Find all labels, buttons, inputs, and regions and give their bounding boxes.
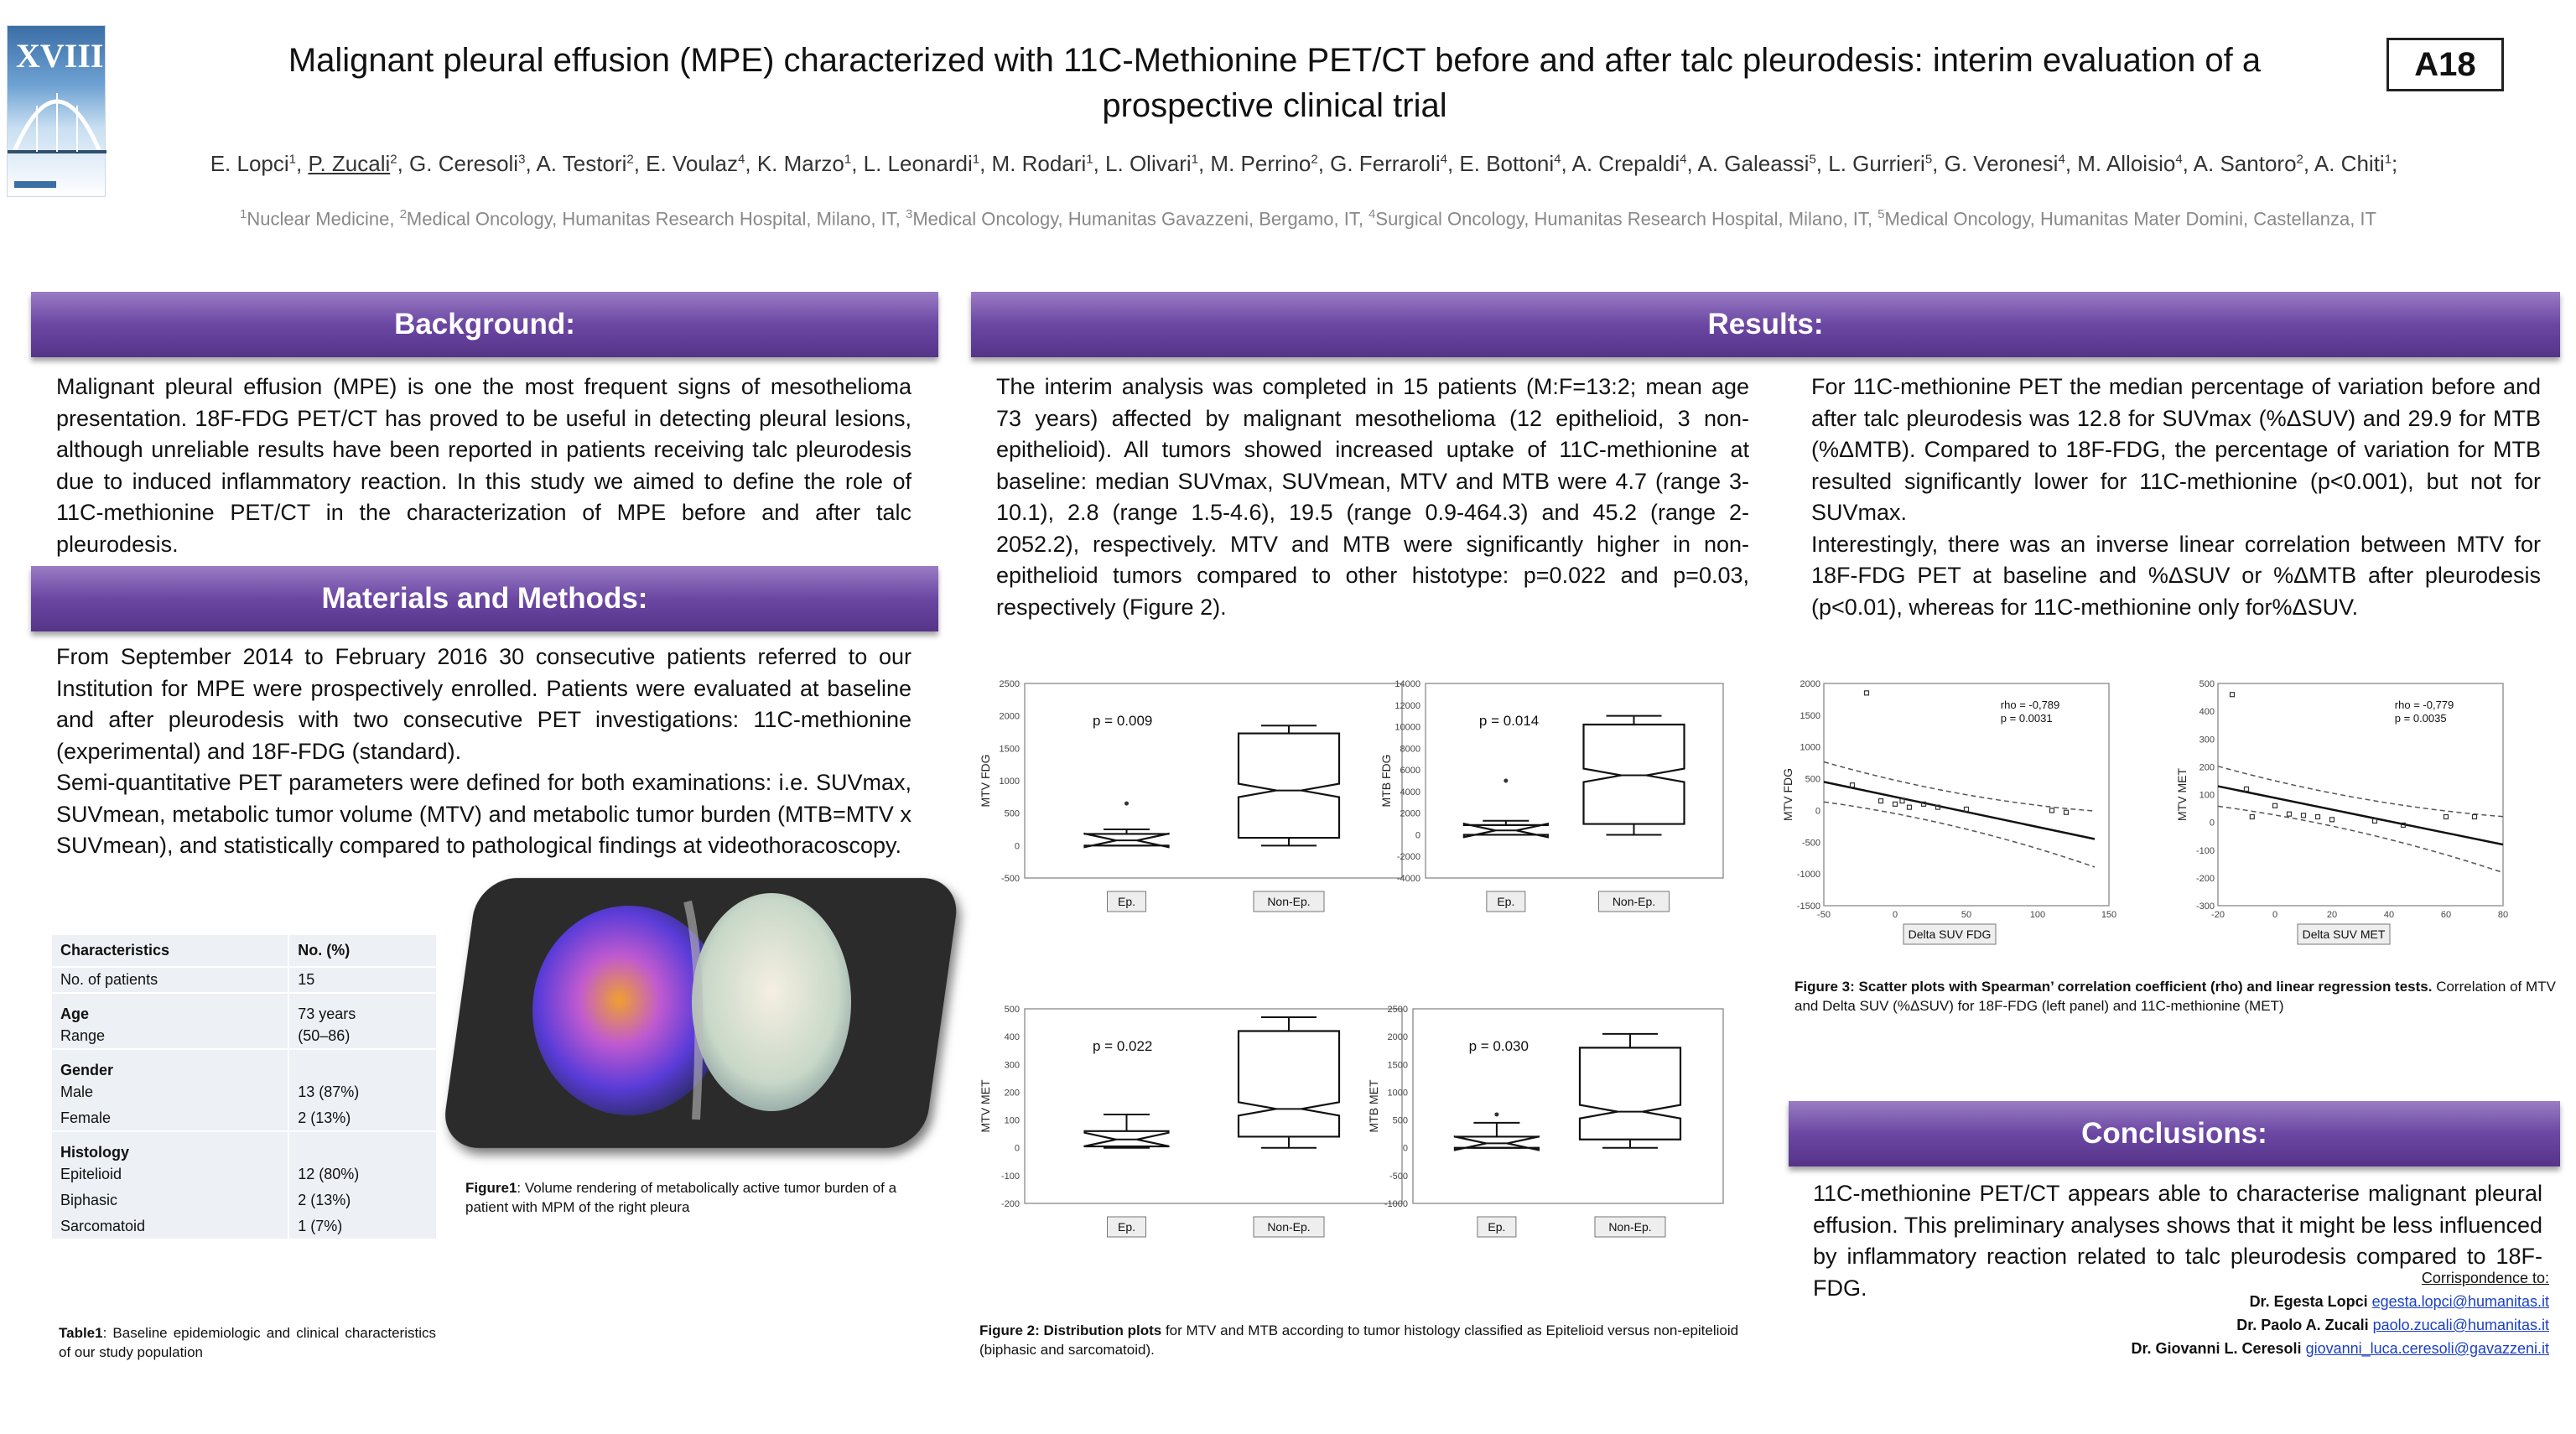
x-tick-label: 40 [2383, 910, 2395, 920]
outlier-point [1124, 802, 1129, 806]
table-cell: Gender [52, 1049, 288, 1079]
author-affil-number: 4 [2175, 152, 2183, 167]
correspondence-heading: Corrispondence to: [2421, 1270, 2549, 1286]
conclusions-text: 11C-methionine PET/CT appears able to characterise malignant pleural effusion. This preliminary analyses shows that it might be less influenced by inflammatory reaction related to talc pleurodesis compared to 18F-FDG. [1813, 1181, 2542, 1301]
author-name: G. Ferraroli [1330, 151, 1441, 176]
y-tick-label: 0 [1402, 1143, 1408, 1154]
y-tick-label: 2000 [1387, 1032, 1408, 1043]
y-tick-label: 500 [1805, 774, 1820, 785]
y-tick-label: -1500 [1796, 901, 1820, 912]
y-tick-label: -1000 [1796, 870, 1820, 881]
category-label: Ep. [1117, 895, 1136, 908]
y-tick-label: 8000 [1400, 744, 1420, 755]
x-axis-label: Delta SUV MET [2302, 927, 2386, 941]
background-text: Malignant pleural effusion (MPE) is one the most frequent signs of mesothelioma presentation. 18F-FDG PET/CT has proved to be useful in detecting pleural lesions, although unreliable results have been reported in patients receiving talc pleurodesis due to induced inflammatory reaction. In this study we aimed to define the role of 11C-methionine PET/CT in the characterization of MPE before and after talc pleurodesis. [56, 374, 911, 557]
table-row [52, 993, 436, 1023]
methods-paragraph-1: From September 2014 to February 2016 30 consecutive patients referred to our Institution for MPE were prospectively enrolled. Patients were evaluated at baseline and after pleurodesis with two consecutive PET investigations: 11C-methionine (experimental) and 18F-FDG (standard). [56, 644, 911, 764]
y-tick-label: 100 [1004, 1115, 1020, 1126]
y-tick-label: 4000 [1400, 787, 1420, 798]
x-tick-label: 100 [2029, 910, 2046, 920]
table-row [52, 1105, 436, 1131]
table-header-row [52, 935, 436, 967]
author-name: G. Veronesi [1944, 151, 2059, 176]
affil-text: Medical Oncology, Humanitas Gavazzeni, Bergamo, IT, [912, 208, 1369, 230]
y-tick-label: -500 [1801, 838, 1820, 849]
author-name: A. Galeassi [1697, 151, 1810, 176]
affil-text: Medical Oncology, Humanitas Research Hospital, Milano, IT, [406, 208, 906, 230]
contact-name: Dr. Egesta Lopci [2249, 1293, 2372, 1310]
x-tick-label: 50 [1961, 910, 1972, 920]
figure1-caption [465, 1178, 935, 1217]
author-name: M. Perrino [1210, 151, 1311, 176]
y-tick-label: -100 [1000, 1171, 1020, 1182]
table-cell [288, 1049, 436, 1079]
contact-email-link[interactable]: paolo.zucali@humanitas.it [2372, 1317, 2549, 1333]
table-row [52, 1161, 436, 1187]
scatter-plot-met [2175, 671, 2549, 948]
contact-name: Dr. Paolo A. Zucali [2236, 1317, 2373, 1333]
x-tick-label: 80 [2497, 910, 2509, 920]
author-list: E. Lopci$^1$, P. Zucali$^2$, G. Ceresoli$^3$, A. Testori$^2$, E. Voulaz$^4$, K. Marzo$^1$, L. Leonardi$^1$, M. Rodari$^1$, L. Olivari$^1$, M. Perrino$^2$, G. Ferraroli$^4$, E. Bottoni$^4$, A. Crepaldi$^4$, A. Galeassi$^5$, L. Gurrieri$^5$, G. Veronesi$^4$, M. Alloisio$^4$, A. Santoro$^2$, A. Chiti$^1$; [210, 151, 2398, 176]
author-affil-number: 4 [1554, 152, 1561, 167]
category-label: Non-Ep. [1267, 1220, 1311, 1234]
figure3-caption-text: Correlation of MTV and Delta SUV (%ΔSUV) for 18F-FDG (left panel) and 11C-methionine (MET) [1794, 979, 2556, 1014]
y-tick-label: -4000 [1396, 874, 1420, 884]
logo-text: XVIII [16, 37, 104, 75]
y-tick-label: 0 [2209, 818, 2215, 829]
figure3-caption-label: Figure 3: Scatter plots with Spearman’ correlation coefficient (rho) and linear regression tests. [1794, 979, 2433, 995]
y-tick-label: -300 [2195, 901, 2215, 912]
results-paragraph-2: Interestingly, there was an inverse linear correlation between MTV for 18F-FDG PET at baseline and %ΔSUV or %ΔMTB after pleurodesis (p<0.01), whereas for 11C-methionine only for%ΔSUV. [1811, 531, 2541, 620]
author-name: L. Gurrieri [1828, 151, 1925, 176]
table-cell: Female [52, 1105, 288, 1131]
y-tick-label: -2000 [1396, 852, 1420, 863]
x-tick-label: -50 [1817, 910, 1831, 920]
table-cell: 12 (80%) [298, 1166, 360, 1182]
p-value-label: p = 0.030 [1468, 1038, 1529, 1054]
author-name: M. Alloisio [2077, 151, 2176, 176]
results-heading: Results: [971, 292, 2560, 357]
poster-title: Malignant pleural effusion (MPE) characterized with 11C-Methionine PET/CT before and after talc pleurodesis: interim evaluation of a prospective clinical trial [288, 42, 2262, 124]
outlier-point [1504, 779, 1508, 783]
table-cell: 73 years [298, 1005, 356, 1022]
x-tick-label: 0 [2272, 910, 2278, 920]
table-row [52, 1187, 436, 1213]
table-cell: Epitelioid [52, 1161, 288, 1187]
x-tick-label: 150 [2101, 910, 2117, 920]
outlier-point [1494, 1112, 1498, 1116]
y-tick-label: 6000 [1400, 766, 1420, 777]
table-cell: Histology [52, 1131, 288, 1161]
y-tick-label: 12000 [1394, 700, 1420, 711]
author-name: A. Crepaldi [1571, 151, 1680, 176]
y-tick-label: -200 [1000, 1199, 1020, 1209]
y-tick-label: 2000 [1400, 808, 1420, 819]
author-name: E. Lopci [210, 151, 289, 176]
p-value-label: p = 0.009 [1093, 713, 1153, 729]
y-tick-label: 1500 [999, 744, 1020, 755]
category-label: Non-Ep. [1267, 895, 1311, 908]
author-affil-number: 5 [1809, 152, 1816, 167]
author-affil-number: 1 [972, 152, 980, 167]
results-paragraph-1: For 11C-methionine PET the median percentage of variation before and after talc pleurodesis was 12.8 for SUVmax (%ΔSUV) and 29.9 for MTB (%ΔMTB). Compared to 18F-FDG, the percentage of variation for MTB resulted significantly lower for 11C-methionine (p<0.001), but not for SUVmax. [1811, 374, 2541, 525]
y-tick-label: 2000 [999, 711, 1020, 722]
author-name: E. Bottoni [1459, 151, 1555, 176]
author-affil-number: 1 [288, 152, 296, 167]
affil-text: Surgical Oncology, Humanitas Research Hospital, Milano, IT, [1375, 208, 1878, 230]
table-row [52, 1213, 436, 1239]
y-axis-label: MTV FDG [979, 754, 992, 808]
table-cell: 2 (13%) [288, 1105, 436, 1131]
y-tick-label: -100 [2195, 845, 2215, 856]
author-name: A. Testori [536, 151, 627, 176]
author-affil-number: 5 [1924, 152, 1933, 167]
table-caption-label: Table1 [59, 1325, 103, 1341]
author-affil-number: 3 [518, 152, 526, 167]
contact-email-link[interactable]: egesta.lopci@humanitas.it [2371, 1293, 2549, 1310]
y-tick-label: 1000 [999, 777, 1020, 787]
y-tick-label: 500 [1392, 1115, 1408, 1126]
figure2-caption-text: for MTV and MTB according to tumor histology classified as Epitelioid versus non-epitelioid (biphasic and sarcomatoid). [979, 1322, 1739, 1358]
table-row [52, 1131, 436, 1161]
contact-email-link[interactable]: giovanni_luca.ceresoli@gavazzeni.it [2305, 1340, 2549, 1357]
table-cell: Male [52, 1079, 288, 1105]
y-axis-label: MTV MET [2175, 768, 2189, 821]
y-tick-label: -500 [1389, 1171, 1408, 1182]
x-axis-label: Delta SUV FDG [1908, 927, 1992, 941]
table-row [52, 967, 436, 993]
box-plot-mtb-met [1363, 992, 1744, 1252]
table-row [52, 1079, 436, 1105]
author-name: M. Rodari [991, 151, 1087, 176]
box-plot-mtv-met [974, 992, 1423, 1252]
author-affil-number: 4 [738, 152, 745, 167]
p-value-label: p = 0.0031 [2000, 712, 2053, 725]
table-cell: Range [52, 1023, 288, 1049]
figure2-caption [979, 1321, 1751, 1359]
author-name: P. Zucali [308, 151, 391, 176]
table-cell [288, 1131, 436, 1161]
y-tick-label: 1000 [1800, 742, 1820, 753]
table-row [52, 1023, 436, 1049]
y-tick-label: 2500 [999, 679, 1020, 689]
y-tick-label: 200 [2199, 762, 2215, 773]
y-tick-label: -1000 [1384, 1199, 1408, 1209]
box-plot-mtb-fdg [1375, 667, 1744, 927]
y-tick-label: 0 [1014, 1143, 1020, 1154]
affil-text: Medical Oncology, Humanitas Mater Domini, Castellanza, IT [1884, 208, 2376, 230]
affiliations [101, 207, 2516, 230]
abstract-code: A18 [2386, 38, 2504, 91]
table-cell: Age [52, 993, 288, 1023]
category-label: Ep. [1488, 1220, 1506, 1234]
background-heading: Background: [31, 292, 938, 357]
figure1-caption-text: : Volume rendering of metabolically active tumor burden of a patient with MPM of the right pleura [465, 1180, 897, 1215]
table-caption-text: : Baseline epidemiologic and clinical characteristics of our study population [59, 1325, 436, 1360]
y-tick-label: 500 [2199, 679, 2215, 689]
scatter-plot-fdg [1781, 671, 2155, 948]
methods-heading: Materials and Methods: [31, 566, 938, 631]
category-label: Ep. [1497, 895, 1515, 908]
contact-line [2029, 1337, 2549, 1360]
volume-rendering-figure [436, 868, 935, 1153]
affil-number: 2 [399, 207, 407, 221]
rho-label: rho = -0,789 [2000, 699, 2060, 711]
category-label: Non-Ep. [1608, 1220, 1652, 1234]
y-axis-label: MTB MET [1367, 1079, 1380, 1133]
author-affil-number: 1 [2384, 152, 2392, 167]
figure1-caption-label: Figure1 [465, 1180, 517, 1196]
table-cell: Sarcomatoid [52, 1213, 288, 1239]
y-tick-label: 300 [1004, 1060, 1020, 1071]
methods-paragraph-2: Semi-quantitative PET parameters were defined for both examinations: i.e. SUVmax, SUVmean, metabolic tumor volume (MTV) and metabolic tumor burden (MTB=MTV x SUVmean), and statistically compared to pathological findings at videothoracoscopy. [56, 770, 911, 858]
box-plot-mtv-fdg [974, 667, 1423, 927]
author-affil-number: 2 [626, 152, 634, 167]
y-axis-label: MTV FDG [1781, 768, 1794, 821]
conference-logo [7, 25, 106, 197]
author-affil-number: 2 [390, 152, 397, 167]
x-tick-label: -20 [2211, 910, 2225, 920]
figure2-caption-label: Figure 2: Distribution plots [979, 1322, 1162, 1338]
plot-frame [1025, 1009, 1402, 1203]
contact-line [2029, 1313, 2549, 1337]
affil-number: 3 [905, 207, 913, 221]
results-text-right [1811, 371, 2541, 623]
y-tick-label: 100 [2199, 790, 2215, 801]
table-header-cell: Characteristics [52, 935, 288, 967]
y-axis-label: MTV MET [979, 1079, 992, 1133]
y-tick-label: 1000 [1387, 1088, 1408, 1099]
affil-number: 4 [1368, 207, 1376, 221]
table-cell: 15 [288, 967, 436, 993]
author-name: E. Voulaz [646, 151, 739, 176]
p-value-label: p = 0.0035 [2394, 712, 2447, 725]
author-name: K. Marzo [756, 151, 844, 176]
y-tick-label: 0 [1014, 841, 1020, 852]
y-tick-label: 0 [1815, 806, 1820, 817]
table-header-cell: No. (%) [288, 935, 436, 967]
y-tick-label: 14000 [1394, 679, 1420, 689]
y-tick-label: 0 [1415, 830, 1420, 841]
affil-text: Nuclear Medicine, [247, 208, 400, 230]
author-name: A. Chiti [2314, 151, 2385, 176]
y-tick-label: 10000 [1394, 722, 1420, 733]
author-name: A. Santoro [2193, 151, 2297, 176]
table-cell: No. of patients [52, 967, 288, 993]
methods-text [56, 642, 911, 862]
author-name: L. Leonardi [863, 151, 973, 176]
table-cell: Biphasic [52, 1187, 288, 1213]
y-tick-label: 1500 [1387, 1060, 1408, 1071]
y-tick-label: 2500 [1387, 1005, 1408, 1015]
y-tick-label: 300 [2199, 735, 2215, 746]
table-row [52, 1049, 436, 1079]
x-tick-label: 60 [2440, 910, 2452, 920]
category-label: Non-Ep. [1612, 895, 1656, 908]
author-name: G. Ceresoli [409, 151, 519, 176]
contact-line [2029, 1290, 2549, 1313]
table-caption [59, 1323, 436, 1362]
conclusions-heading: Conclusions: [1789, 1101, 2560, 1166]
y-tick-label: 400 [1004, 1032, 1020, 1043]
y-axis-label: MTB FDG [1379, 754, 1393, 808]
x-tick-label: 0 [1892, 910, 1898, 920]
author-affil-number: 1 [1191, 152, 1198, 167]
category-label: Ep. [1117, 1220, 1136, 1234]
author-affil-number: 2 [1311, 152, 1318, 167]
correspondence-block [2029, 1266, 2549, 1360]
author-affil-number: 4 [1440, 152, 1447, 167]
p-value-label: p = 0.014 [1478, 713, 1540, 729]
author-affil-number: 1 [844, 152, 852, 167]
figure3-caption [1794, 977, 2566, 1016]
author-affil-number: 1 [1086, 152, 1093, 167]
author-affil-number: 4 [2058, 152, 2065, 167]
results-text-left: The interim analysis was completed in 15 patients (M:F=13:2; mean age 73 years) affected by malignant mesothelioma (12 epithelioid, 3 non-epithelioid). All tumors showed increased uptake of 11C-methionine at baseline: median SUVmax, SUVmean, MTV and MTB were 4.7 (range 3-10.1), 2.8 (range 1.5-4.6), 19.5 (range 0.9-464.3) and 45.2 (range 2-2052.2), respectively. MTV and MTB were significantly higher in non-epithelioid tumors compared to other histotype: p=0.022 and p=0.03, respectively (Figure 2). [996, 374, 1749, 620]
table-cell: 13 (87%) [298, 1083, 360, 1100]
plot-frame [1025, 683, 1402, 878]
volume-rendering-image [436, 868, 935, 1153]
rho-label: rho = -0,779 [2394, 699, 2454, 711]
y-tick-label: 2000 [1800, 679, 1820, 689]
y-tick-label: 400 [2199, 707, 2215, 718]
table-cell: (50–86) [288, 1023, 436, 1049]
bridge-logo-icon [8, 26, 106, 198]
author-affil-number: 2 [2296, 152, 2303, 167]
author-affil-number: 4 [1680, 152, 1687, 167]
y-tick-label: 500 [1004, 808, 1020, 819]
y-tick-label: 500 [1004, 1005, 1020, 1015]
y-tick-label: 1500 [1800, 710, 1820, 721]
y-tick-label: 200 [1004, 1088, 1020, 1099]
x-tick-label: 20 [2326, 910, 2338, 920]
p-value-label: p = 0.022 [1093, 1038, 1153, 1054]
author-name: L. Olivari [1105, 151, 1192, 176]
contact-name: Dr. Giovanni L. Ceresoli [2131, 1340, 2306, 1357]
table-cell: 1 (7%) [288, 1213, 436, 1239]
characteristics-table [52, 935, 436, 1240]
affil-number: 5 [1877, 207, 1885, 221]
table-cell: 2 (13%) [298, 1192, 351, 1208]
y-tick-label: -200 [2195, 873, 2215, 884]
y-tick-label: -500 [1000, 874, 1020, 884]
affil-number: 1 [240, 207, 247, 221]
